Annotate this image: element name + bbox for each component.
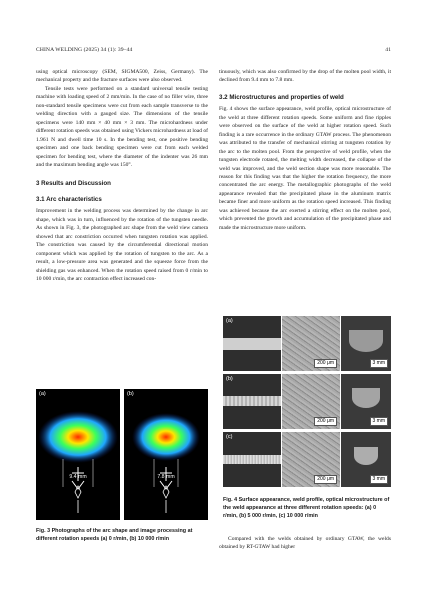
- right-column-continuation: [219, 535, 391, 552]
- panel-label: (b): [226, 376, 233, 382]
- paragraph: Improvement in the welding process was determined by the change in arc shape, which was in turn, influenced by the rotation of the tungsten needle. As shown in Fig. 3, the photographed arc shape from the weld view camera showed that arc constriction occurred when tungsten rotation was applied. The constriction was caused by the circumferential directional motion component which was applied by the rotation of tungsten to the arc. As a result, a low-pressure area was generated and the squeeze force from the shielding gas was enhanced. When the rotation speed raised from 0 r/min to 10 000 r/min, the arc contraction effect increased con-: [36, 208, 208, 282]
- figure-4: [223, 316, 391, 487]
- running-header: [36, 47, 391, 57]
- panel-label: (b): [127, 391, 134, 397]
- weld-profile-image: [341, 374, 391, 429]
- figure-3-panel-a: [36, 389, 120, 520]
- weld-profile-image: [341, 432, 391, 487]
- panel-label: (a): [39, 391, 46, 397]
- figure-3-panel-b: [124, 389, 208, 520]
- figure-4-caption: Fig. 4 Surface appearance, weld profile, optical microstructure of the weld appearance at three different rotation speeds: (a) 0 r/min, (b) 5 000 r/min, (c) 10 000 r/min: [223, 497, 390, 519]
- journal-citation: CHINA WELDING (2025) 34 (1): 39–44: [36, 47, 133, 53]
- figure-4-row-a: [223, 316, 391, 371]
- figure-3-caption: Fig. 3 Photographs of the arc shape and image processing at different rotation speeds (a) 0 r/min, (b) 10 000 r/min: [36, 528, 193, 542]
- paragraph: tinuously, which was also confirmed by the drop of the molten pool width, it declined from 9.4 mm to 7.8 mm.: [219, 69, 391, 84]
- weld-profile-image: [341, 316, 391, 371]
- scale-bar-label: 200 μm: [314, 359, 337, 368]
- arc-image-icon: [36, 389, 120, 520]
- scale-bar-label: 3 mm: [370, 475, 389, 484]
- weld-surface-image: [223, 316, 281, 371]
- left-column: [36, 68, 208, 283]
- section-heading: 3 Results and Discussion: [36, 180, 111, 188]
- figure-3: [36, 389, 208, 520]
- paragraph: Tensile tests were performed on a standard universal tensile testing machine with loading speed of 2 mm/min. In the case of no filler wire, three non-standard tensile specimens were cut from each sample transverse to the welding direction with a gauged size. The dimensions of the tensile specimens were 140 mm × 40 mm × 3 mm. The microhardness under different rotation speeds was obtained using Vickers microhardness at load of 1.961 N and dwell time 10 s. In the bending test, one positive bending specimen and one back bending specimen were cut from each welded specimen for bending test, where the diameter of the indenter was 26 mm and the maximum bending angle was 150°.: [36, 85, 208, 168]
- panel-label: (c): [226, 434, 233, 440]
- arc-image-icon: [124, 389, 208, 520]
- weld-surface-image: [223, 374, 281, 429]
- figure-4-row-c: [223, 432, 391, 487]
- subsection-heading: 3.1 Arc characteristics: [36, 195, 102, 203]
- scale-bar-label: 3 mm: [370, 417, 389, 426]
- microstructure-image: [282, 374, 340, 429]
- scale-bar-label: 200 μm: [314, 475, 337, 484]
- microstructure-image: [282, 432, 340, 487]
- measurement-label: 7.8 mm: [157, 474, 175, 480]
- microstructure-image: [282, 316, 340, 371]
- weld-surface-image: [223, 432, 281, 487]
- measurement-label: 9.4 mm: [69, 474, 87, 480]
- paragraph: using optical microscopy (SEM, SIGMA500, Zeiss, Germany). The mechanical property and the fracture surfaces were also observed.: [36, 69, 208, 84]
- paragraph: Compared with the welds obtained by ordinary GTAW, the welds obtained by RT-GTAW had higher: [219, 536, 391, 551]
- panel-label: (a): [226, 318, 233, 324]
- scale-bar-label: 200 μm: [314, 417, 337, 426]
- page-number: 41: [385, 47, 391, 53]
- figure-4-row-b: [223, 374, 391, 429]
- subsection-heading: 3.2 Microstructures and properties of weld: [219, 93, 344, 101]
- right-column: [219, 68, 391, 232]
- scale-bar-label: 3 mm: [370, 359, 389, 368]
- paragraph: Fig. 4 shows the surface appearance, weld profile, optical microstructure of the weld at three different rotation speeds. Some uniform and fine ripples were observed on the surface of the weld at higher rotation speed. Such finding is a rare occurrence in the ordinary GTAW process. The phenomenon was attributed to the transfer of mechanical stirring at tungsten rotation by the arc to the molten pool. From the perspective of weld profile, when the tungsten electrode rotated, the melting width decreased, the collapse of the weld was improved, and the weld section shape was more reasonable. The reason for this finding was that the higher the rotation frequency, the more concentrated the arc energy. The metallographic photographs of the weld appearance revealed that the precipitated phase in the aluminum matrix became finer and more uniform as the rotation speed increased. This finding was achieved because the arc exerted a stirring effect on the molten pool, which prevented the growth and accumulation of the precipitated phase and made the microstructure more uniform.: [219, 106, 391, 231]
